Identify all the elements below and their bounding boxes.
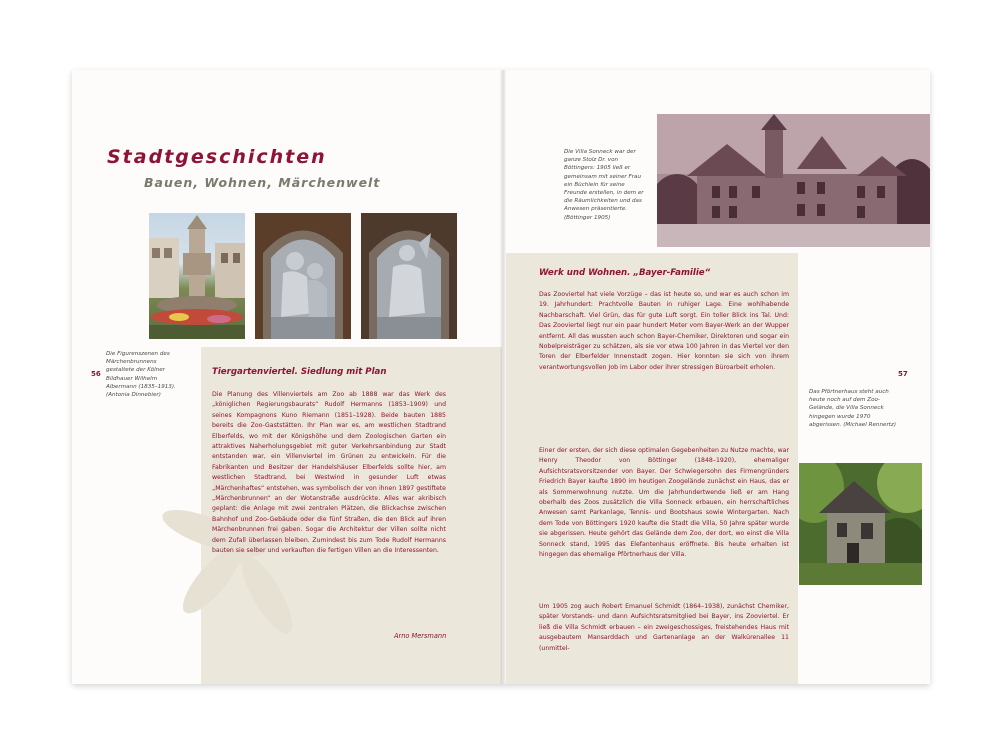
page-title: Stadtgeschichten (107, 146, 327, 168)
fountain-photo (149, 213, 245, 339)
book-gutter (500, 70, 506, 684)
right-article-body-1: Das Zooviertel hat viele Vorzüge – das ist heute so, und war es auch schon im 19. Jahrhundert: Prachtvolle Bauten in ruhiger Lage. Eine wohlhabende Nachbarschaft. Viel Grün, das für gute Luft sorgt. Ein toller Blick ins Tal. Und: Das Zooviertel liegt nur ein paar hundert Meter vom Bayer-Werk an der Wupper entfernt. All das wussten auch schon Bayer-Chemiker, Direktoren und sogar ein Nobelpreisträger zu schätzen, als sie vor etwa 100 Jahren in das Viertel vor den Toren der Elberfelder Innenstadt zogen. Hier konnten sie sich von ihrem verantwortungsvollen Job im Labor oder ihrer stressigen Büroarbeit erholen. (539, 291, 789, 371)
left-photo-caption: Die Figurenszenen des Märchenbrunnens gestaltete der Kölner Bildhauer Wilhelm Albermann (1835–1913). (Antonia Dinnebier) (106, 351, 176, 399)
gatehouse-photo-caption: Das Pförtnerhaus steht auch heute noch auf dem Zoo-Gelände, die Villa Sonneck hingegen wurde 1970 abgerissen. (Michael Rennertz) (809, 389, 897, 428)
gatehouse-photo (799, 463, 922, 585)
left-article-author: Arno Mersmann (394, 632, 447, 640)
page-number-right: 57 (898, 370, 908, 378)
villa-sonneck-photo (657, 114, 930, 247)
right-article-heading: Werk und Wohnen. „Bayer-Familie“ (539, 268, 711, 278)
book-spread (72, 70, 930, 684)
page-subtitle: Bauen, Wohnen, Märchenwelt (144, 175, 381, 190)
relief-photo-left (255, 213, 351, 339)
right-article-body-3: Um 1905 zog auch Robert Emanuel Schmidt (1864–1938), zunächst Chemiker, später Vorstands- und dann Aufsichtsratsmitglied bei Bayer, ins Zooviertel. Er ließ die Villa Schmidt erbauen – ein zweigeschossiges, freistehendes Haus mit ausgebautem Mansarddach und Gartenanlage an der Walkürenallee 11 (unmittel- (539, 603, 789, 652)
left-article-body: Die Planung des Villenviertels am Zoo ab 1888 war das Werk des „königlichen Regierungsbaurats“ Rudolf Hermanns (1853–1909) und seines Kompagnons Kuno Riemann (1851–1928). Beide bauten 1885 bereits die Zoo-Gaststätten. Ihr Plan war es, am westlichen Stadtrand Elberfelds, wo mit der Königshöhe und dem Zoologischen Garten ein attraktives Naherholungsgebiet mit guter Verkehrsanbindung zur Stadt entstanden war, ein Villenviertel im Grünen zu entwickeln. Für die Fabrikanten und Besitzer der Handelshäuser Elberfelds sollte hier, am westlichen Stadtrand, bei Westwind in gesunder Luft etwas „Märchenhaftes“ entstehen, was symbolisch der von ihnen 1897 gestiftete „Märchenbrunnen“ an der Wotanstraße ausdrückte. Alles war akribisch geplant: die Anlage mit zwei zentralen Plätzen, die Blickachse zwischen Bahnhof und Zoo-Gebäude oder die fünf Straßen, die den Blick auf ihren Märchenbrunnen frei gaben. Sogar die Architektur der Villen sollte nicht dem Zufall überlassen bleiben. Zumindest bis zum Tode Rudolf Hermanns bauten sie selber und verkauften die fertigen Villen an die Interessenten. (212, 391, 446, 555)
relief-photo-right (361, 213, 457, 339)
villa-photo-caption: Die Villa Sonneck war der ganze Stolz Dr. von Böttingers: 1905 ließ er gemeinsam mit seiner Frau ein Büchlein für seine Freunde erstellen, in dem er die Räumlichkeiten und das Anwesen präsentierte. (Böttinger 1905) (564, 149, 644, 221)
left-article-heading: Tiergartenviertel. Siedlung mit Plan (212, 367, 387, 377)
right-article-body-2: Einer der ersten, der sich diese optimalen Gegebenheiten zu Nutze machte, war Henry Theodor von Böttinger (1848–1920), ehemaliger Aufsichtsratsvorsitzender von Bayer. Der Schwiegersohn des Firmengründers Friedrich Bayer kaufte 1890 im heutigen Zoogelände zunächst ein Haus, das er als Sommerwohnung nutzte. Um die Jahrhundertwende ließ er am Hang oberhalb des Zoos zusätzlich die Villa Sonneck erbauen, ein herrschaftliches Anwesen samt Parkanlage, Tennis- und Bootshaus sowie Wintergarten. Nach dem Tode von Böttingers 1920 kaufte die Stadt die Villa, 50 Jahre später wurde sie abgerissen. Heute gehört das Gelände dem Zoo, der dort, wo einst die Villa Sonneck stand, 1995 das Elefantenhaus eröffnete. Bis heute erhalten ist hingegen das ehemalige Pförtnerhaus der Villa. (539, 447, 789, 559)
page-number-left: 56 (91, 370, 101, 378)
